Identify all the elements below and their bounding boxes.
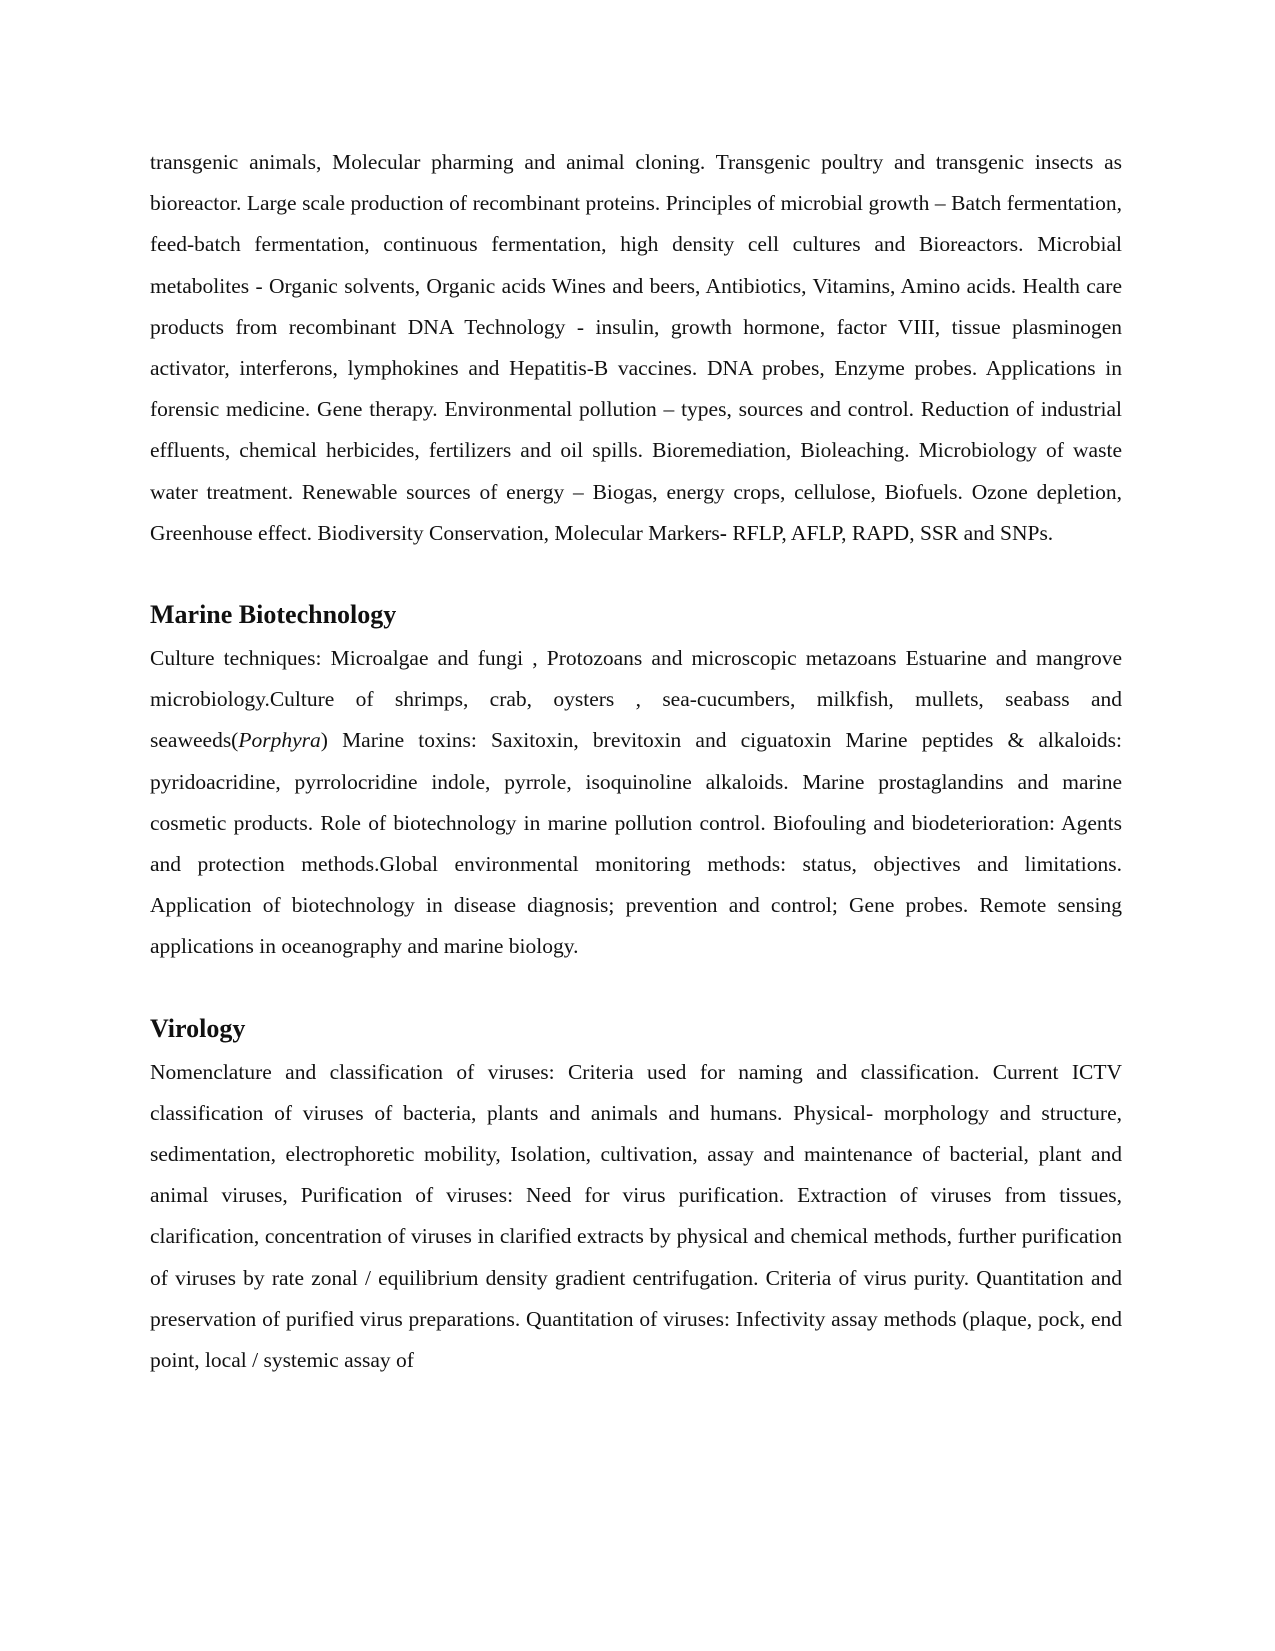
marine-biotechnology-paragraph [150,638,1122,968]
virology-paragraph [150,1052,1122,1382]
intro-paragraph-tail: RFLP, AFLP, RAPD, SSR and SNPs. [726,520,1054,545]
virology-paragraph-text: Nomenclature and classification of viruses: Criteria used for naming and classification. Current ICTV classification of viruses of bacteria, plants and animals and humans. Physical- morphology and structure, sedimentation, electrophoretic mobility, Isolation, cultivation, assay and maintenance of bacterial, plant and animal viruses, Purification of viruses: Need for virus purification. Extraction of viruses from tissues, clarification, concentration of viruses in clarified extracts by physical and chemical methods, further purification of viruses by rate zonal / equilibrium density gradient centrifugation. Criteria of virus purity. Quantitation and preservation of purified virus preparations. Quantitation of viruses: Infectivity assay methods (plaque, pock, end point, local / systemic assay of [150,1059,1122,1373]
marine-italic-porphyra: Porphyra [238,728,321,753]
marine-text-part-1: Culture techniques: Microalgae and fungi , Protozoans and microscopic metazoans Estuarine and mangrove microbiology.Culture of shrimps, crab, oysters , sea-cucumbers, milkfish, mullets, seabass and seaweeds( [150,646,1122,753]
document-page [150,142,1122,1381]
intro-paragraph [150,142,1122,554]
virology-heading: Virology [150,1013,246,1043]
marine-biotechnology-heading: Marine Biotechnology [150,600,397,630]
intro-bold-dash: - [719,520,727,545]
intro-paragraph-text: transgenic animals, Molecular pharming and animal cloning. Transgenic poultry and transgenic insects as bioreactor. Large scale production of recombinant proteins. Principles of microbial growth – Batch fermentation, feed-batch fermentation, continuous fermentation, high density cell cultures and Bioreactors. Microbial metabolites - Organic solvents, Organic acids Wines and beers, Antibiotics, Vitamins, Amino acids. Health care products from recombinant DNA Technology - insulin, growth hormone, factor VIII, tissue plasminogen activator, interferons, lymphokines and Hepatitis-B vaccines. DNA probes, Enzyme probes. Applications in forensic medicine. Gene therapy. Environmental pollution – types, sources and control. Reduction of industrial effluents, chemical herbicides, fertilizers and oil spills. Bioremediation, Bioleaching. Microbiology of waste water treatment. Renewable sources of energy – Biogas, energy crops, cellulose, Biofuels. Ozone depletion, Greenhouse effect. Biodiversity Conservation, Molecular Markers [150,150,1122,545]
marine-text-part-2: ) Marine toxins: Saxitoxin, brevitoxin and ciguatoxin Marine peptides & alkaloids: pyridoacridine, pyrrolocridine indole, pyrrole, isoquinoline alkaloids. Marine prostaglandins and marine cosmetic products. Role of biotechnology in marine pollution control. Biofouling and biodeterioration: Agents and protection methods.Global environmental monitoring methods: status, objectives and limitations. Application of biotechnology in disease diagnosis; prevention and control; Gene probes. Remote sensing applications in oceanography and marine biology. [150,728,1122,959]
